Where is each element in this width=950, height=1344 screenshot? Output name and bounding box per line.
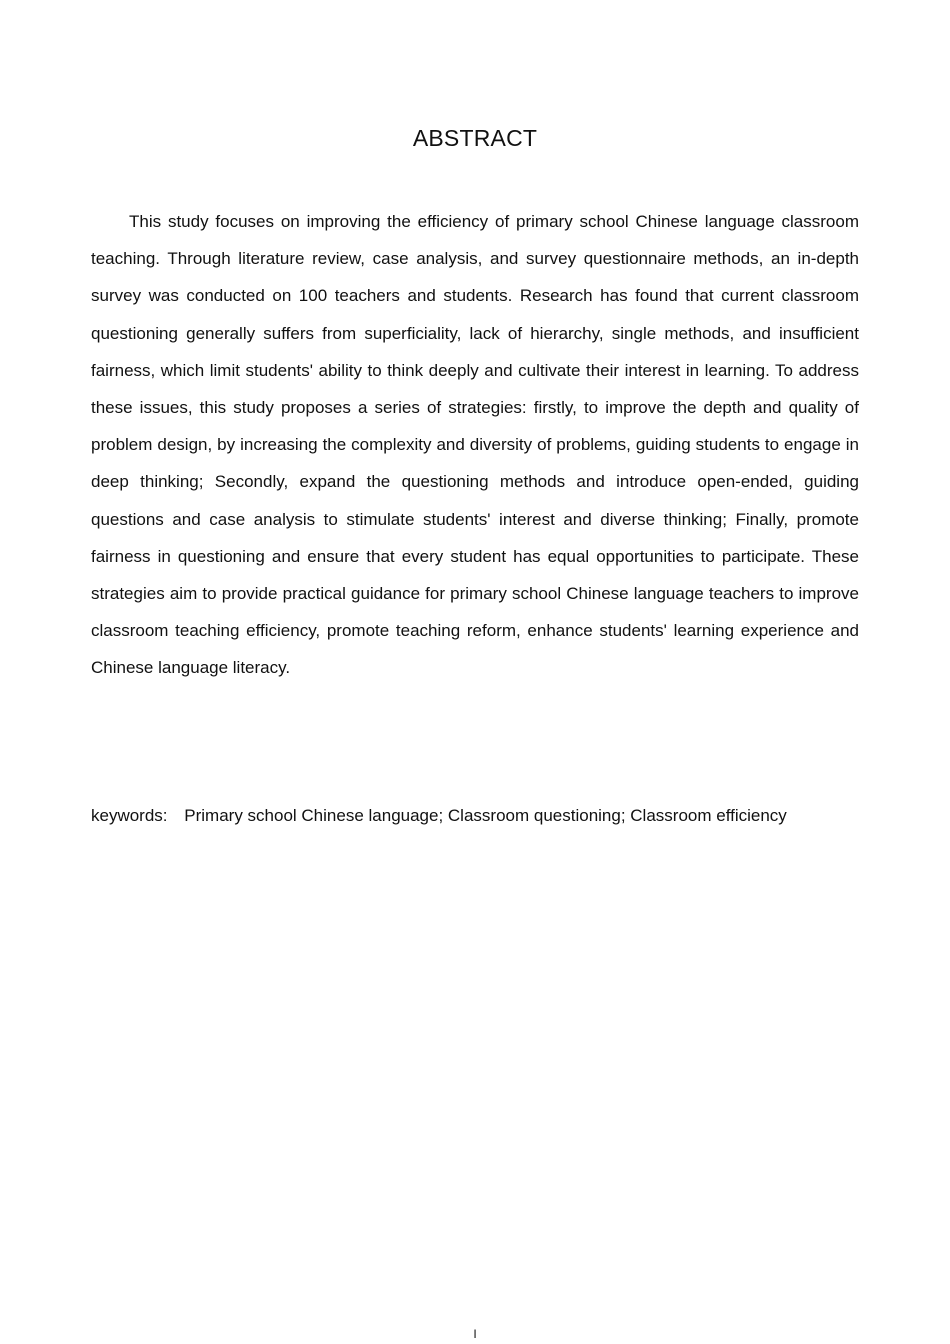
keywords-label: keywords: — [91, 806, 168, 825]
page-number: I — [473, 1327, 477, 1341]
keywords-text: Primary school Chinese language; Classroom questioning; Classroom efficiency — [184, 806, 787, 825]
abstract-body: This study focuses on improving the efficiency of primary school Chinese language classroom teaching. Through literature review, case analysis, and survey questionnaire methods, an in-depth survey was conducted on 100 teachers and students. Research has found that current classroom questioning generally suffers from superficiality, lack of hierarchy, single methods, and insufficient fairness, which limit students' ability to think deeply and cultivate their interest in learning. To address these issues, this study proposes a series of strategies: firstly, to improve the depth and quality of problem design, by increasing the complexity and diversity of problems, guiding students to engage in deep thinking; Secondly, expand the questioning methods and introduce open-ended, guiding questions and case analysis to stimulate students' interest and diverse thinking; Finally, promote fairness in questioning and ensure that every student has equal opportunities to participate. These strategies aim to provide practical guidance for primary school Chinese language teachers to improve classroom teaching efficiency, promote teaching reform, enhance students' learning experience and Chinese language literacy. — [91, 212, 859, 678]
abstract-title: ABSTRACT — [412, 125, 538, 151]
keywords-line — [91, 798, 857, 834]
